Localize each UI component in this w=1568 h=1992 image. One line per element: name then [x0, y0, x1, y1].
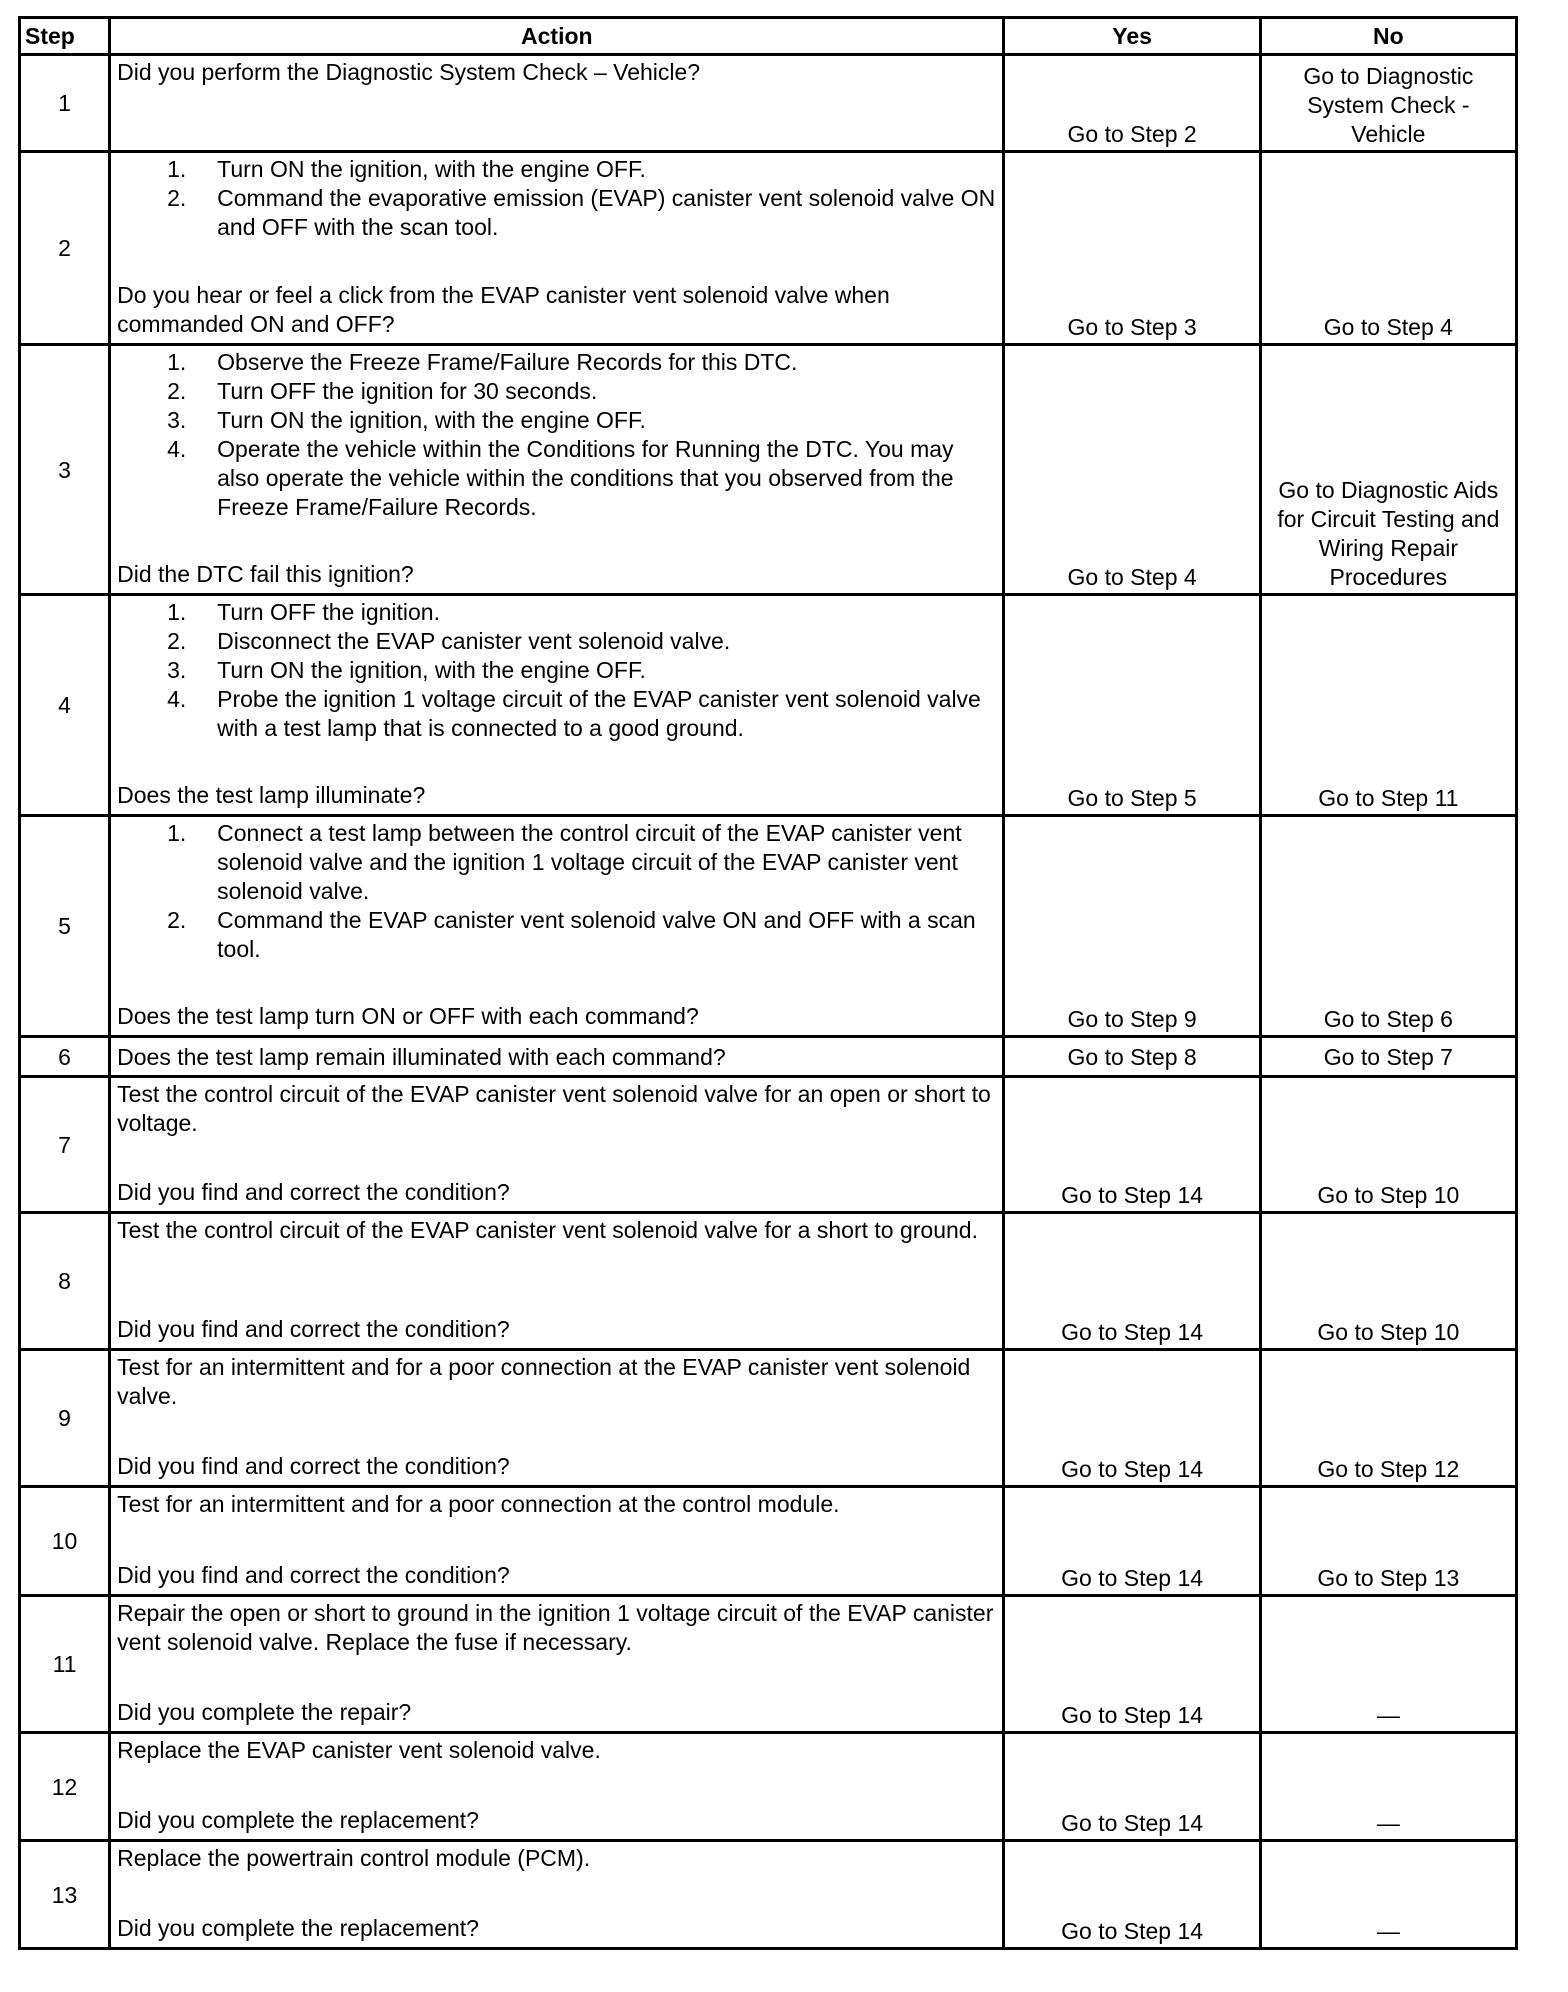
table-row [20, 1037, 1517, 1077]
yes-outcome: Go to Step 14 [1004, 1841, 1260, 1949]
action-content [117, 155, 996, 339]
action-content [117, 1080, 996, 1207]
question-text: Did you find and correct the condition? [117, 1453, 510, 1479]
substep-text: Probe the ignition 1 voltage circuit of the EVAP canister vent solenoid valve with a test lamp that is connected to a good ground. [217, 686, 981, 741]
substep-item [117, 685, 996, 743]
substep-item [117, 435, 996, 522]
step-number: 8 [20, 1213, 110, 1350]
substep-item [117, 627, 996, 656]
table-row [20, 55, 1517, 152]
action-cell [110, 1841, 1004, 1949]
substep-number: 2. [167, 185, 187, 211]
action-instructions [117, 1080, 996, 1138]
action-content [117, 58, 996, 146]
action-cell [110, 816, 1004, 1037]
substep-text: Command the EVAP canister vent solenoid valve ON and OFF with a scan tool. [217, 907, 976, 962]
header-no: No [1260, 18, 1516, 55]
substep-text: Observe the Freeze Frame/Failure Records for this DTC. [217, 349, 798, 375]
substep-number: 1. [167, 349, 187, 375]
action-instructions [117, 1490, 996, 1519]
yes-outcome: Go to Step 14 [1004, 1596, 1260, 1733]
substep-list [117, 598, 996, 743]
table-row [20, 1077, 1517, 1213]
action-cell [110, 55, 1004, 152]
action-cell [110, 1487, 1004, 1596]
no-outcome: Go to Step 7 [1260, 1037, 1516, 1077]
no-outcome: Go to Step 12 [1260, 1350, 1516, 1487]
instruction-text: Replace the EVAP canister vent solenoid valve. [117, 1737, 601, 1763]
yes-outcome: Go to Step 14 [1004, 1733, 1260, 1841]
substep-text: Turn ON the ignition, with the engine OFF. [217, 156, 646, 182]
instruction-text: Test for an intermittent and for a poor connection at the control module. [117, 1491, 840, 1517]
action-content [117, 598, 996, 810]
question-text: Did you find and correct the condition? [117, 1179, 510, 1205]
no-outcome: Go to Step 6 [1260, 816, 1516, 1037]
header-row [20, 18, 1517, 55]
question-text: Does the test lamp turn ON or OFF with each command? [117, 1003, 699, 1029]
instruction-text: Replace the powertrain control module (PCM). [117, 1845, 591, 1871]
substep-item [117, 348, 996, 377]
step-number: 10 [20, 1487, 110, 1596]
step-number: 7 [20, 1077, 110, 1213]
substep-text: Turn ON the ignition, with the engine OFF. [217, 657, 646, 683]
action-content [117, 1844, 996, 1943]
instruction-text: Test the control circuit of the EVAP canister vent solenoid valve for a short to ground. [117, 1217, 978, 1243]
step-number: 12 [20, 1733, 110, 1841]
diagnostic-table [18, 16, 1518, 1950]
no-outcome: Go to Step 11 [1260, 595, 1516, 816]
substep-number: 2. [167, 378, 187, 404]
action-content [117, 1353, 996, 1481]
substep-number: 3. [167, 407, 187, 433]
action-cell [110, 1596, 1004, 1733]
table-row [20, 1841, 1517, 1949]
substep-item [117, 406, 996, 435]
substep-number: 1. [167, 820, 187, 846]
substep-text: Disconnect the EVAP canister vent solenoid valve. [217, 628, 731, 654]
no-outcome: Go to Step 4 [1260, 152, 1516, 345]
question-text: Did the DTC fail this ignition? [117, 561, 414, 587]
substep-text: Operate the vehicle within the Conditions for Running the DTC. You may also operate the vehicle within the conditions that you observed from the Freeze Frame/Failure Records. [217, 436, 954, 520]
action-instructions [117, 1599, 996, 1657]
question-text: Did you find and correct the condition? [117, 1562, 510, 1588]
substep-list [117, 155, 996, 242]
header-yes: Yes [1004, 18, 1260, 55]
step-number: 11 [20, 1596, 110, 1733]
no-outcome: Go to Diagnostic Aids for Circuit Testing and Wiring Repair Procedures [1260, 345, 1516, 595]
question-text: Did you complete the replacement? [117, 1807, 479, 1833]
substep-item [117, 656, 996, 685]
instruction-text: Repair the open or short to ground in the ignition 1 voltage circuit of the EVAP canister vent solenoid valve. Replace the fuse if necessary. [117, 1600, 994, 1655]
header-step: Step [20, 18, 110, 55]
action-content [117, 1043, 996, 1072]
table-row [20, 1733, 1517, 1841]
table-row [20, 595, 1517, 816]
yes-outcome: Go to Step 4 [1004, 345, 1260, 595]
substep-number: 2. [167, 907, 187, 933]
step-number: 6 [20, 1037, 110, 1077]
action-cell [110, 152, 1004, 345]
substep-text: Turn OFF the ignition. [217, 599, 440, 625]
yes-outcome: Go to Step 8 [1004, 1037, 1260, 1077]
action-cell [110, 1350, 1004, 1487]
yes-outcome: Go to Step 5 [1004, 595, 1260, 816]
action-cell [110, 595, 1004, 816]
question-text: Did you find and correct the condition? [117, 1316, 510, 1342]
action-cell [110, 1213, 1004, 1350]
step-number: 5 [20, 816, 110, 1037]
substep-number: 1. [167, 599, 187, 625]
yes-outcome: Go to Step 14 [1004, 1350, 1260, 1487]
no-outcome: Go to Diagnostic System Check - Vehicle [1260, 55, 1516, 152]
step-number: 4 [20, 595, 110, 816]
yes-outcome: Go to Step 3 [1004, 152, 1260, 345]
table-row [20, 1213, 1517, 1350]
no-outcome: — [1260, 1733, 1516, 1841]
substep-number: 4. [167, 436, 187, 462]
yes-outcome: Go to Step 14 [1004, 1077, 1260, 1213]
step-number: 1 [20, 55, 110, 152]
substep-item [117, 184, 996, 242]
step-number: 2 [20, 152, 110, 345]
question-text: Did you perform the Diagnostic System Check – Vehicle? [117, 59, 701, 85]
table-row [20, 1487, 1517, 1596]
substep-item [117, 906, 996, 964]
substep-item [117, 155, 996, 184]
action-instructions [117, 155, 996, 242]
action-content [117, 348, 996, 589]
substep-list [117, 348, 996, 522]
no-outcome: — [1260, 1841, 1516, 1949]
substep-number: 3. [167, 657, 187, 683]
no-outcome: Go to Step 10 [1260, 1077, 1516, 1213]
substep-number: 1. [167, 156, 187, 182]
table-row [20, 345, 1517, 595]
header-action: Action [110, 18, 1004, 55]
question-text: Do you hear or feel a click from the EVAP canister vent solenoid valve when commanded ON and OFF? [117, 282, 890, 337]
action-instructions [117, 1736, 996, 1765]
step-number: 3 [20, 345, 110, 595]
action-instructions [117, 1216, 996, 1245]
action-instructions [117, 598, 996, 743]
action-content [117, 1216, 996, 1344]
substep-list [117, 819, 996, 964]
question-text: Does the test lamp illuminate? [117, 782, 426, 808]
yes-outcome: Go to Step 9 [1004, 816, 1260, 1037]
yes-outcome: Go to Step 14 [1004, 1213, 1260, 1350]
question-text: Does the test lamp remain illuminated with each command? [117, 1043, 726, 1070]
table-row [20, 816, 1517, 1037]
action-cell [110, 1733, 1004, 1841]
substep-item [117, 377, 996, 406]
no-outcome: Go to Step 13 [1260, 1487, 1516, 1596]
action-instructions [117, 819, 996, 964]
action-cell [110, 1037, 1004, 1077]
action-cell [110, 1077, 1004, 1213]
no-outcome: — [1260, 1596, 1516, 1733]
action-instructions [117, 1844, 996, 1873]
action-content [117, 1599, 996, 1727]
substep-number: 4. [167, 686, 187, 712]
no-outcome: Go to Step 10 [1260, 1213, 1516, 1350]
question-text: Did you complete the replacement? [117, 1915, 479, 1941]
step-number: 13 [20, 1841, 110, 1949]
action-instructions [117, 348, 996, 522]
instruction-text: Test for an intermittent and for a poor connection at the EVAP canister vent solenoid valve. [117, 1354, 971, 1409]
table-row [20, 152, 1517, 345]
action-content [117, 819, 996, 1031]
action-cell [110, 345, 1004, 595]
substep-item [117, 819, 996, 906]
substep-text: Connect a test lamp between the control circuit of the EVAP canister vent solenoid valve and the ignition 1 voltage circuit of the EVAP canister vent solenoid valve. [217, 820, 962, 904]
table-row [20, 1596, 1517, 1733]
substep-text: Turn ON the ignition, with the engine OFF. [217, 407, 646, 433]
yes-outcome: Go to Step 14 [1004, 1487, 1260, 1596]
action-instructions [117, 1353, 996, 1411]
substep-text: Turn OFF the ignition for 30 seconds. [217, 378, 598, 404]
substep-text: Command the evaporative emission (EVAP) canister vent solenoid valve ON and OFF with the scan tool. [217, 185, 996, 240]
substep-number: 2. [167, 628, 187, 654]
action-content [117, 1736, 996, 1835]
question-text: Did you complete the repair? [117, 1699, 412, 1725]
step-number: 9 [20, 1350, 110, 1487]
instruction-text: Test the control circuit of the EVAP canister vent solenoid valve for an open or short to voltage. [117, 1081, 991, 1136]
yes-outcome: Go to Step 2 [1004, 55, 1260, 152]
substep-item [117, 598, 996, 627]
action-content [117, 1490, 996, 1590]
table-row [20, 1350, 1517, 1487]
table-body [20, 55, 1517, 1949]
